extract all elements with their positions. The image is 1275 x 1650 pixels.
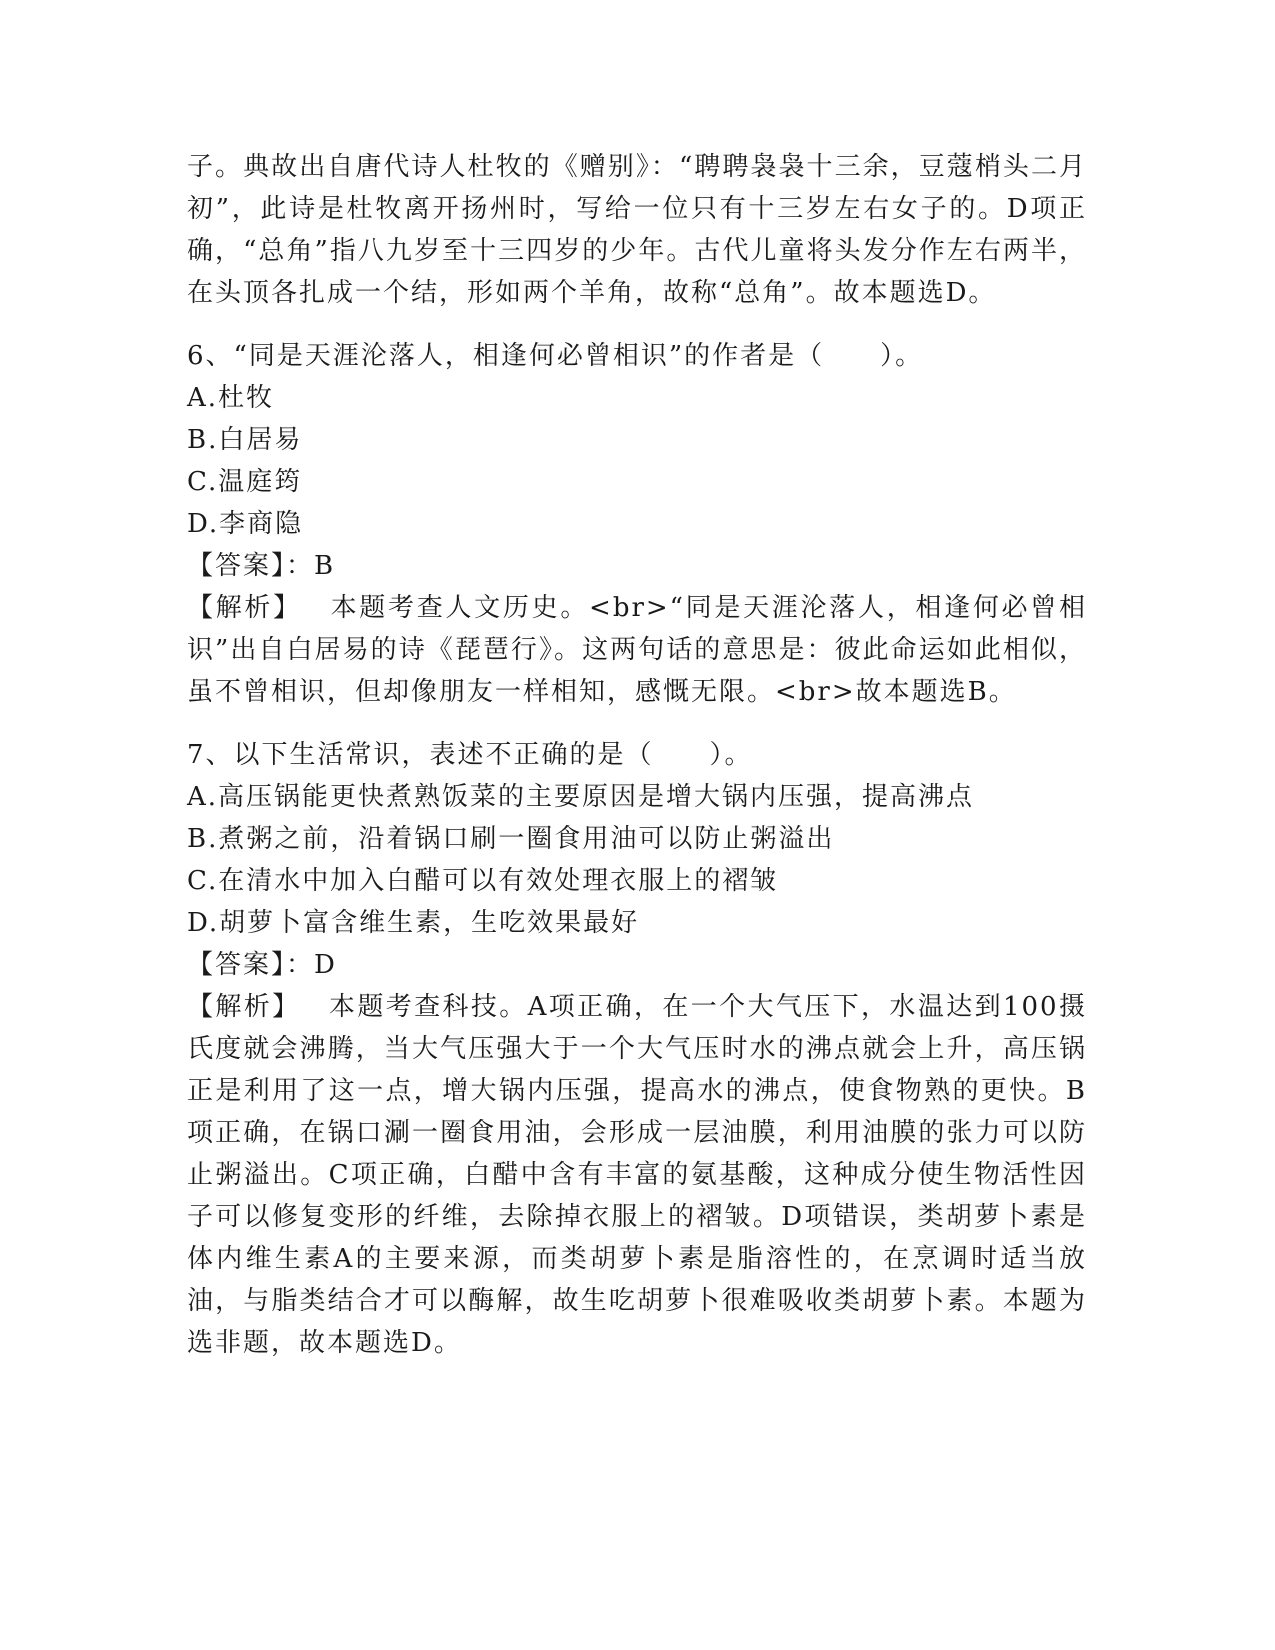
answer-label: 【答案】 (187, 950, 287, 980)
answer-value: ：B (286, 551, 336, 581)
answer-label: 【答案】 (187, 551, 287, 581)
question-7 (187, 734, 1087, 1364)
option-c: C.在清水中加入白醋可以有效处理衣服上的褶皱 (187, 866, 779, 896)
question-stem: 7、以下生活常识，表述不正确的是（ ）。 (187, 740, 753, 770)
option-a: A.杜牧 (187, 383, 275, 413)
option-a: A.高压锅能更快煮熟饭菜的主要原因是增大锅内压强，提高沸点 (187, 782, 975, 812)
spacer (187, 713, 1087, 734)
previous-explanation-text: 子。典故出自唐代诗人杜牧的《赠别》：“聘聘袅袅十三余，豆蔻梢头二月初”，此诗是杜牧离开扬州时，写给一位只有十三岁左右女子的。D项正确，“总角”指八九岁至十三四岁的少年。古代儿童将头发分作左右两半，在头顶各扎成一个结，形如两个羊角，故称“总角”。故本题选D。 (187, 152, 1087, 308)
spacer (187, 314, 1087, 335)
explanation (187, 986, 1087, 1364)
explanation (187, 587, 1087, 713)
option-b: B.煮粥之前，沿着锅口刷一圈食用油可以防止粥溢出 (187, 824, 835, 854)
page-content (187, 146, 1087, 1364)
explanation-label: 【解析】 (187, 593, 302, 623)
answer-value: ：D (286, 950, 337, 980)
option-c: C.温庭筠 (187, 467, 303, 497)
option-d: D.李商隐 (187, 509, 304, 539)
question-6 (187, 335, 1087, 713)
explanation-label: 【解析】 (187, 992, 301, 1022)
option-d: D.胡萝卜富含维生素，生吃效果最好 (187, 908, 640, 938)
explanation-text: 本题考查科技。A项正确，在一个大气压下，水温达到100摄氏度就会沸腾，当大气压强大于一个大气压时水的沸点就会上升，高压锅正是利用了这一点，增大锅内压强，提高水的沸点，使食物熟的更快。B项正确，在锅口涮一圈食用油，会形成一层油膜，利用油膜的张力可以防止粥溢出。C项正确，白醋中含有丰富的氨基酸，这种成分使生物活性因子可以修复变形的纤维，去除掉衣服上的褶皱。D项错误，类胡萝卜素是体内维生素A的主要来源，而类胡萝卜素是脂溶性的，在烹调时适当放油，与脂类结合才可以酶解，故生吃胡萝卜很难吸收类胡萝卜素。本题为选非题，故本题选D。 (187, 992, 1087, 1358)
answer-line (187, 944, 1087, 986)
option-b: B.白居易 (187, 425, 303, 455)
explanation-text: 本题考查人文历史。<br>“同是天涯沦落人，相逢何必曾相识”出自白居易的诗《琵琶行》。这两句话的意思是：彼此命运如此相似，虽不曾相识，但却像朋友一样相知，感慨无限。<br>故本题选B。 (187, 593, 1087, 707)
answer-line (187, 545, 1087, 587)
question-stem: 6、“同是天涯沦落人，相逢何必曾相识”的作者是（ ）。 (187, 341, 924, 371)
